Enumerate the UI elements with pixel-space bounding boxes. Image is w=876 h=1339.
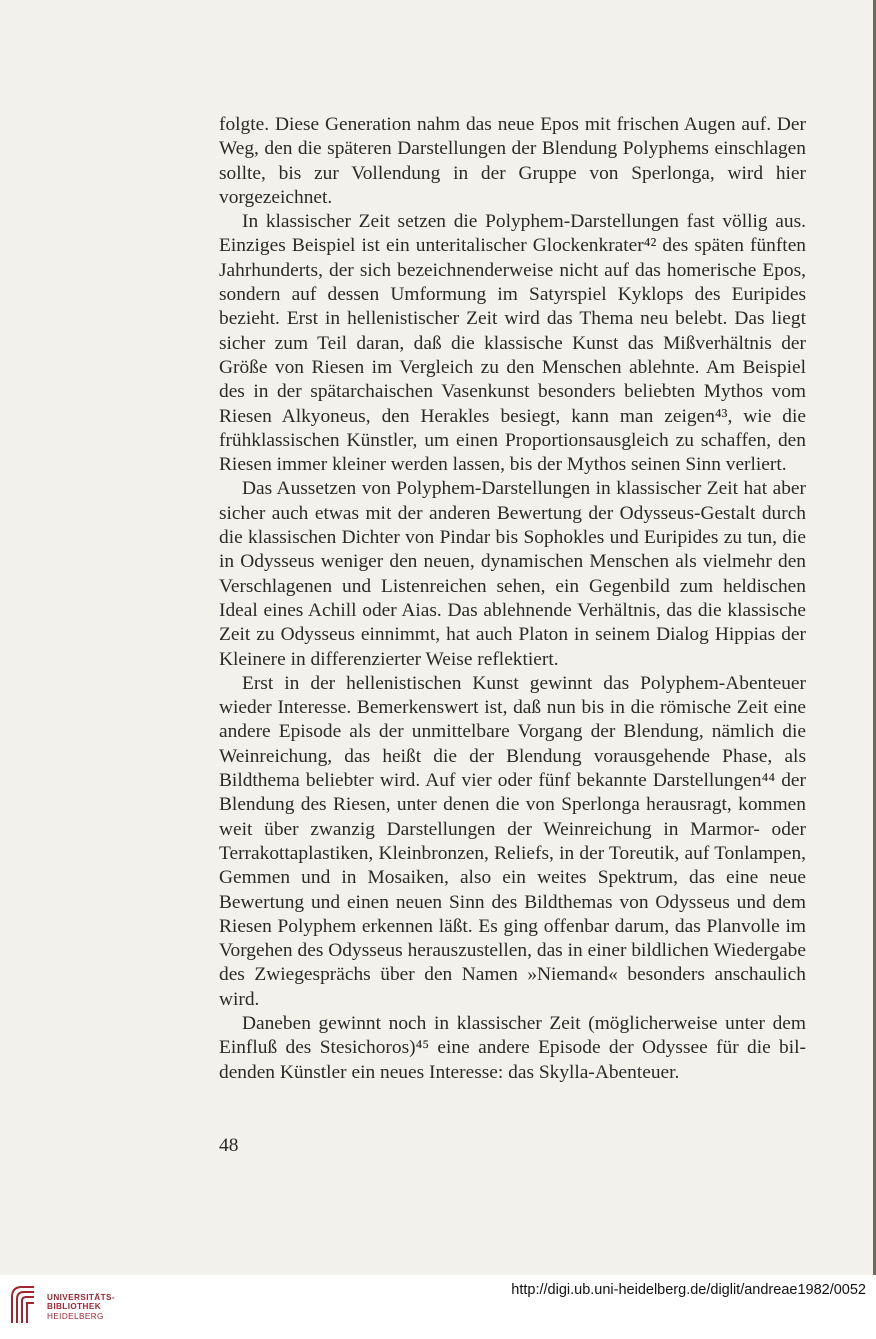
paragraph-5: Daneben gewinnt noch in klassischer Zeit (möglicherweise unter dem Einfluß des Stesichoros)⁴⁵ eine andere Episode der Odyssee für die bildenden Künstler ein neues Interesse: das Skylla-Abenteuer. [219, 1012, 806, 1083]
library-name-line-3: HEIDELBERG [47, 1311, 104, 1321]
source-url[interactable]: http://digi.ub.uni-heidelberg.de/diglit/andreae1982/0052 [511, 1282, 866, 1298]
library-name-line-2: BIBLIOTHEK [47, 1302, 102, 1312]
paragraph-3: Das Aussetzen von Polyphem-Darstellungen in klassischer Zeit hat aber sicher auch etwas mit der anderen Bewertung der Odysseus-Gestalt durch die klassischen Dichter von Pindar bis Sophokles und Euripides zu tun, die in Odysseus weniger den neuen, dynamischen Menschen als vielmehr den Verschlagenen und Listenreichen sehen, ein Gegenbild zum heldischen Ideal eines Achill oder Aias. Das ablehnende Verhältnis, das die klassische Zeit zu Odysseus einnimmt, hat auch Platon in seinem Dialog Hippias der Kleinere in differenzierter Weise reflektiert. [219, 478, 806, 670]
university-library-logo-icon [8, 1283, 38, 1327]
paragraph-1: folgte. Diese Generation nahm das neue Epos mit frischen Augen auf. Der Weg, den die späteren Darstellungen der Blendung Polyphems einschlagen sollte, bis zur Vollendung in der Gruppe von Sperlonga, wird hier vorgezeichnet. [219, 114, 806, 208]
paragraph-4: Erst in der hellenistischen Kunst gewinnt das Polyphem-Abenteuer wieder Interesse. Bemerkenswert ist, daß nun bis in die römische Zeit eine andere Episode als der unmittelbare Vorgang der Blendung, nämlich die Weinreichung, das heißt die der Blendung vorausgehende Phase, als Bildthema beliebter wird. Auf vier oder fünf bekannte Darstellungen⁴⁴ der Blendung des Riesen, unter denen die von Sperlonga herausragt, kommen weit über zwanzig Darstellungen der Weinreichung in Marmor- oder Terrakottaplastiken, Kleinbronzen, Reliefs, in der Toreutik, auf Tonlampen, Gemmen und in Mosaiken, also ein weites Spektrum, das eine neue Bewertung und einen neuen Sinn des Bildthemas von Odysseus und dem Riesen Polyphem erkennen läßt. Es ging offenbar darum, das Planvolle im Vorgehen des Odysseus herauszustellen, das in einer bildlichen Wiedergabe des Zwiegesprächs über den Namen »Niemand« besonders anschaulich wird. [219, 672, 806, 1010]
library-name [47, 1293, 115, 1321]
paragraph-2: In klassischer Zeit setzen die Polyphem-Darstellungen fast völlig aus. Einziges Beispiel ist ein unteritalischer Glockenkrater⁴² des späten fünften Jahrhunderts, der sich bezeichnenderweise nicht auf das homerische Epos, sondern auf dessen Umformung im Satyrspiel Kyklops des Euripides bezieht. Erst in hellenistischer Zeit wird das Thema neu belebt. Das liegt sicher zum Teil daran, daß die klassische Kunst das Mißverhältnis der Größe von Riesen im Vergleich zu den Menschen ablehnte. Am Beispiel des in der spätarchaischen Vasenkunst besonders beliebten Mythos vom Riesen Alkyoneus, den Herakles besiegt, kann man zeigen⁴³, wie die frühklassischen Künstler, um einen Proportionsausgleich zu schaffen, den Riesen immer kleiner werden lassen, bis der Mythos seinen Sinn verliert. [219, 211, 806, 476]
library-name-line-1: UNIVERSITÄTS- [47, 1293, 115, 1302]
page-number: 48 [219, 1135, 239, 1156]
body-text [219, 113, 806, 1085]
